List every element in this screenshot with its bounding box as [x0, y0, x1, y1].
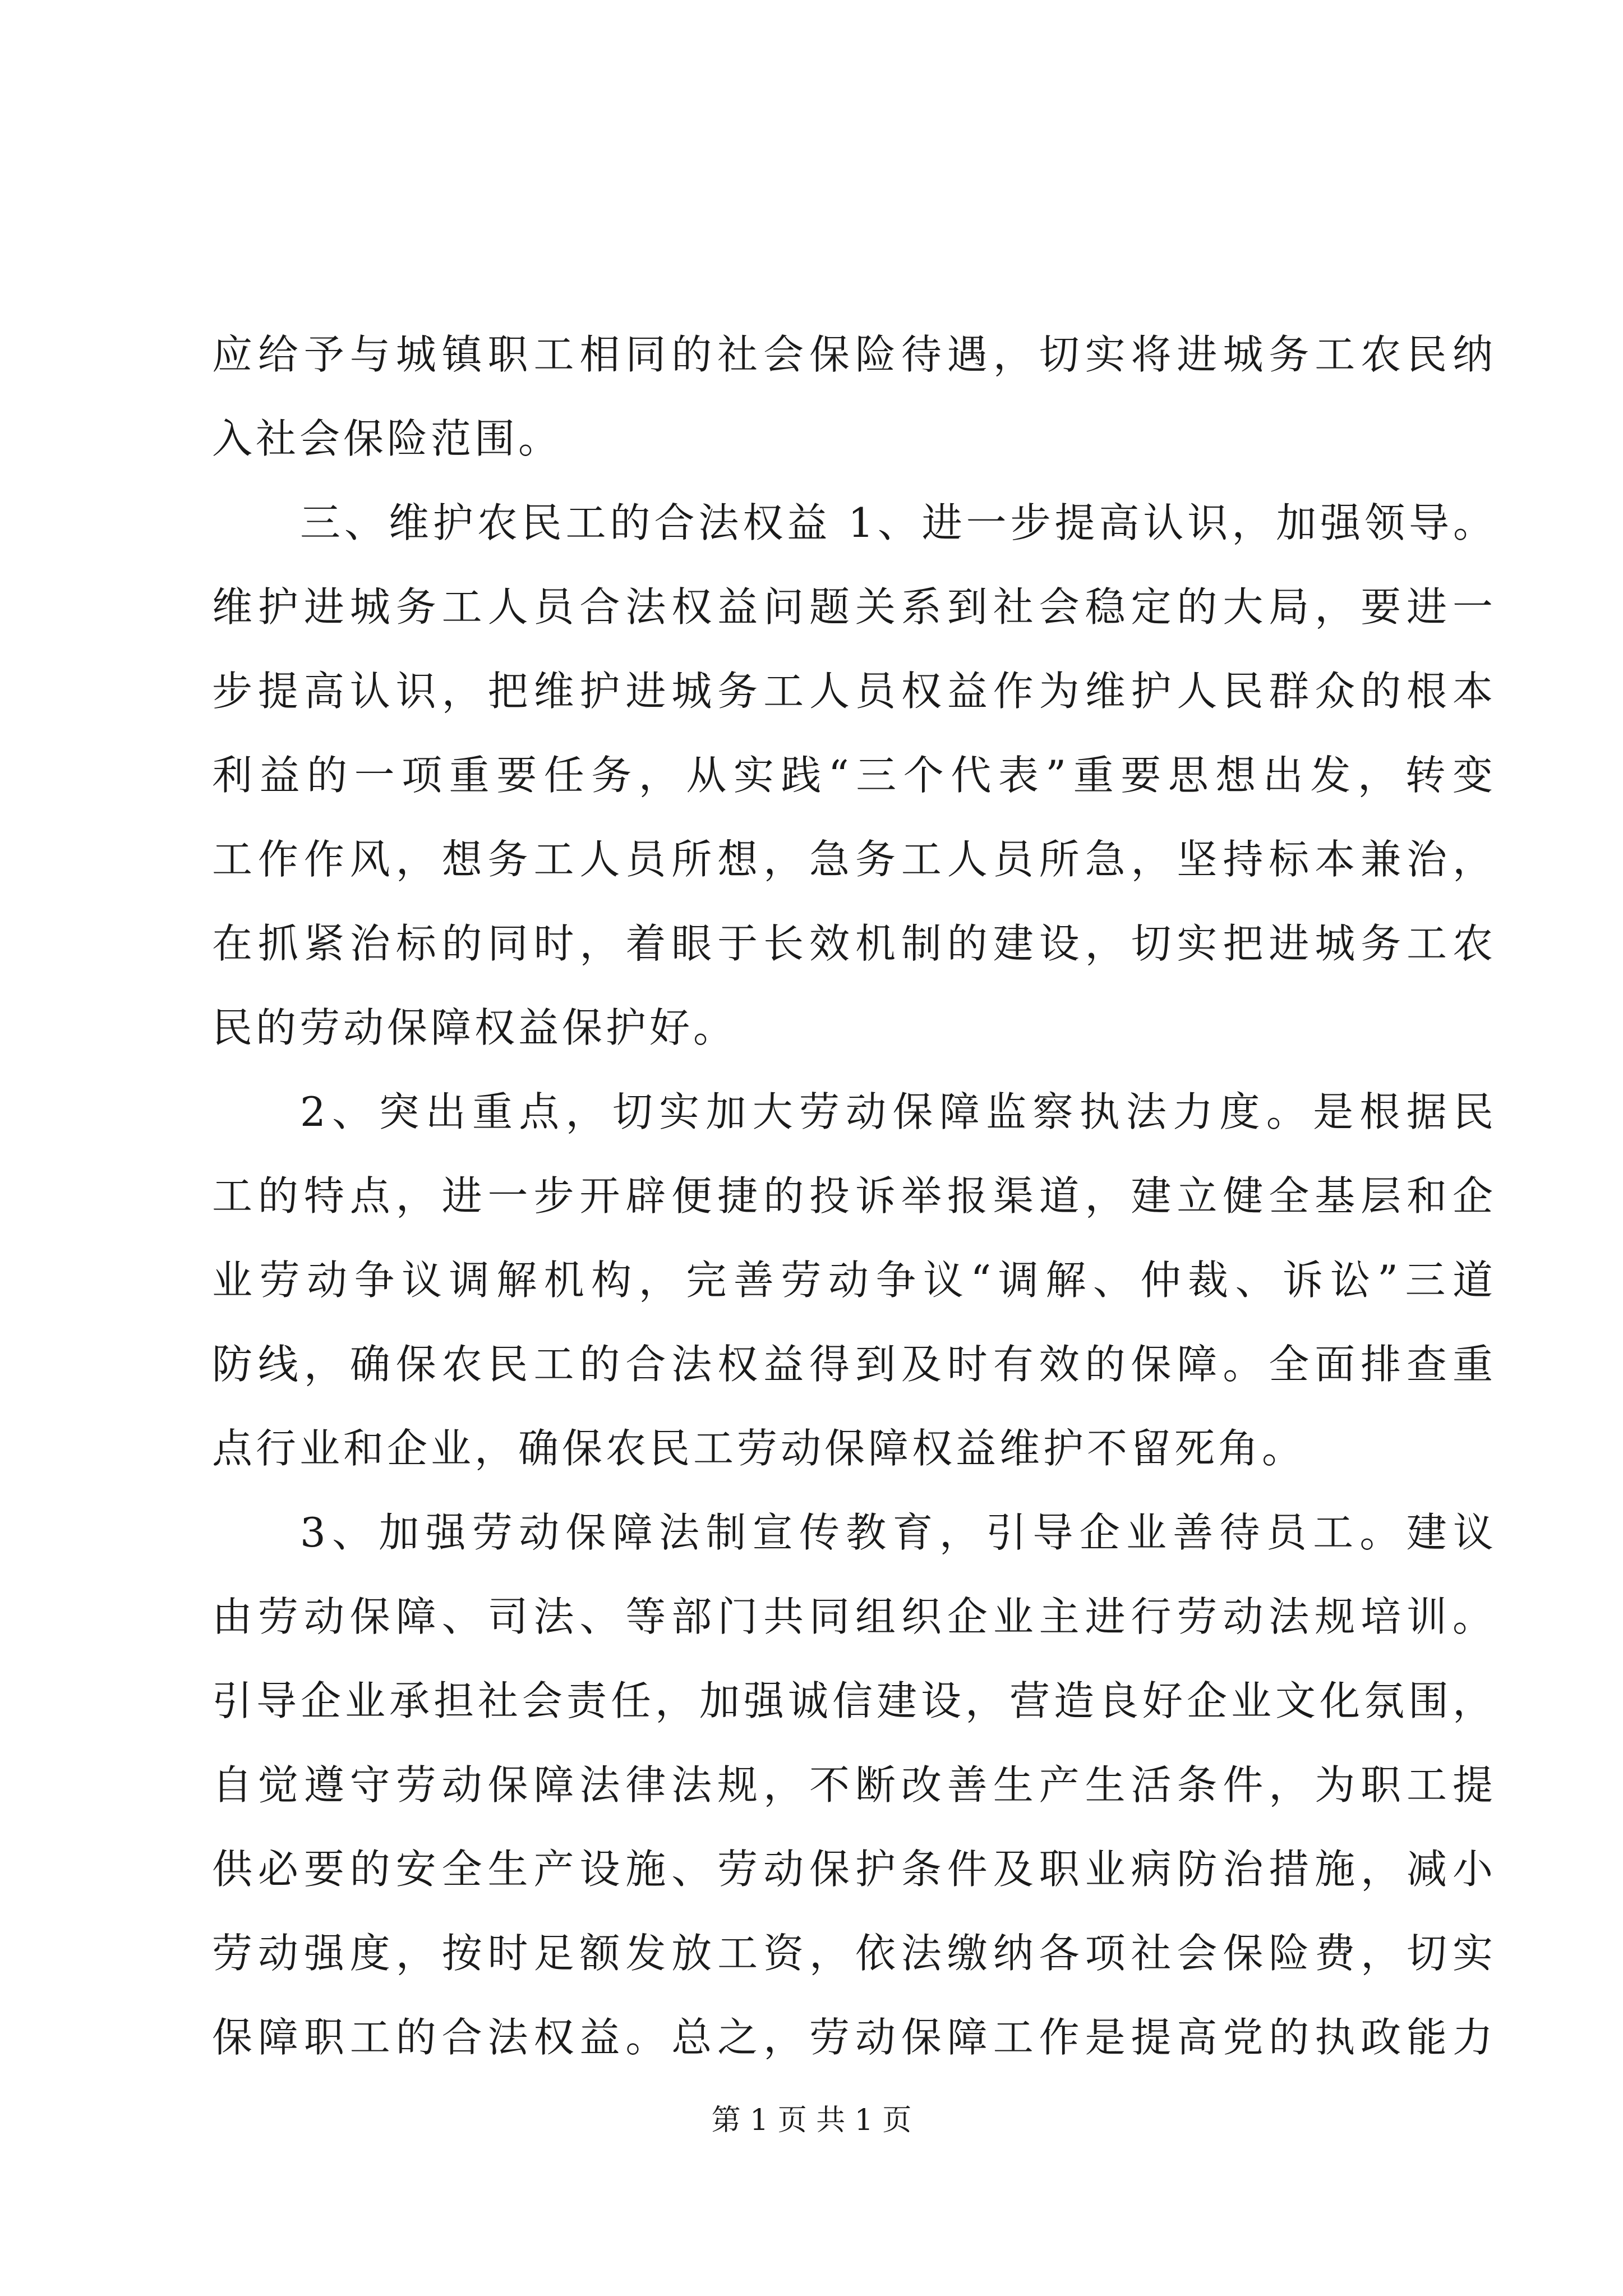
text-line: 引导企业承担社会责任，加强诚信建设，营造良好企业文化氛围，	[212, 1677, 1496, 1724]
text-line: 利益的一项重要任务，从实践“三个代表”重要思想出发，转变	[212, 752, 1496, 799]
text-line: 2、突出重点，切实加大劳动保障监察执法力度。是根据民	[300, 1088, 1497, 1135]
text-line: 工的特点，进一步开辟便捷的投诉举报渠道，建立健全基层和企	[212, 1172, 1496, 1220]
text-line: 自觉遵守劳动保障法律法规，不断改善生产生活条件，为职工提	[212, 1761, 1496, 1809]
text-line: 在抓紧治标的同时，着眼于长效机制的建设，切实把进城务工农	[212, 920, 1496, 967]
text-line: 保障职工的合法权益。总之，劳动保障工作是提高党的执政能力	[212, 2014, 1496, 2061]
text-line: 民的劳动保障权益保护好。	[212, 1004, 737, 1051]
text-line: 维护进城务工人员合法权益问题关系到社会稳定的大局，要进一	[212, 583, 1496, 631]
text-line: 由劳动保障、司法、等部门共同组织企业主进行劳动法规培训。	[212, 1593, 1496, 1640]
text-line: 防线，确保农民工的合法权益得到及时有效的保障。全面排查重	[212, 1341, 1496, 1388]
page-footer: 第 1 页 共 1 页	[711, 2104, 912, 2137]
text-line: 点行业和企业，确保农民工劳动保障权益维护不留死角。	[212, 1425, 1306, 1472]
text-line: 应给予与城镇职工相同的社会保险待遇，切实将进城务工农民纳	[212, 331, 1496, 378]
text-line: 入社会保险范围。	[212, 415, 562, 462]
text-line: 劳动强度，按时足额发放工资，依法缴纳各项社会保险费，切实	[212, 1930, 1496, 1977]
text-line: 工作作风，想务工人员所想，急务工人员所急，坚持标本兼治，	[212, 836, 1496, 883]
text-line: 步提高认识，把维护进城务工人员权益作为维护人民群众的根本	[212, 668, 1496, 715]
paragraph-heading-line: 三、维护农民工的合法权益 1、进一步提高认识，加强领导。	[300, 499, 1497, 546]
text-line: 3、加强劳动保障法制宣传教育，引导企业善待员工。建议	[300, 1509, 1497, 1556]
text-line: 供必要的安全生产设施、劳动保护条件及职业病防治措施，减小	[212, 1846, 1496, 1893]
text-line: 业劳动争议调解机构，完善劳动争议“调解、仲裁、诉讼”三道	[212, 1257, 1496, 1304]
